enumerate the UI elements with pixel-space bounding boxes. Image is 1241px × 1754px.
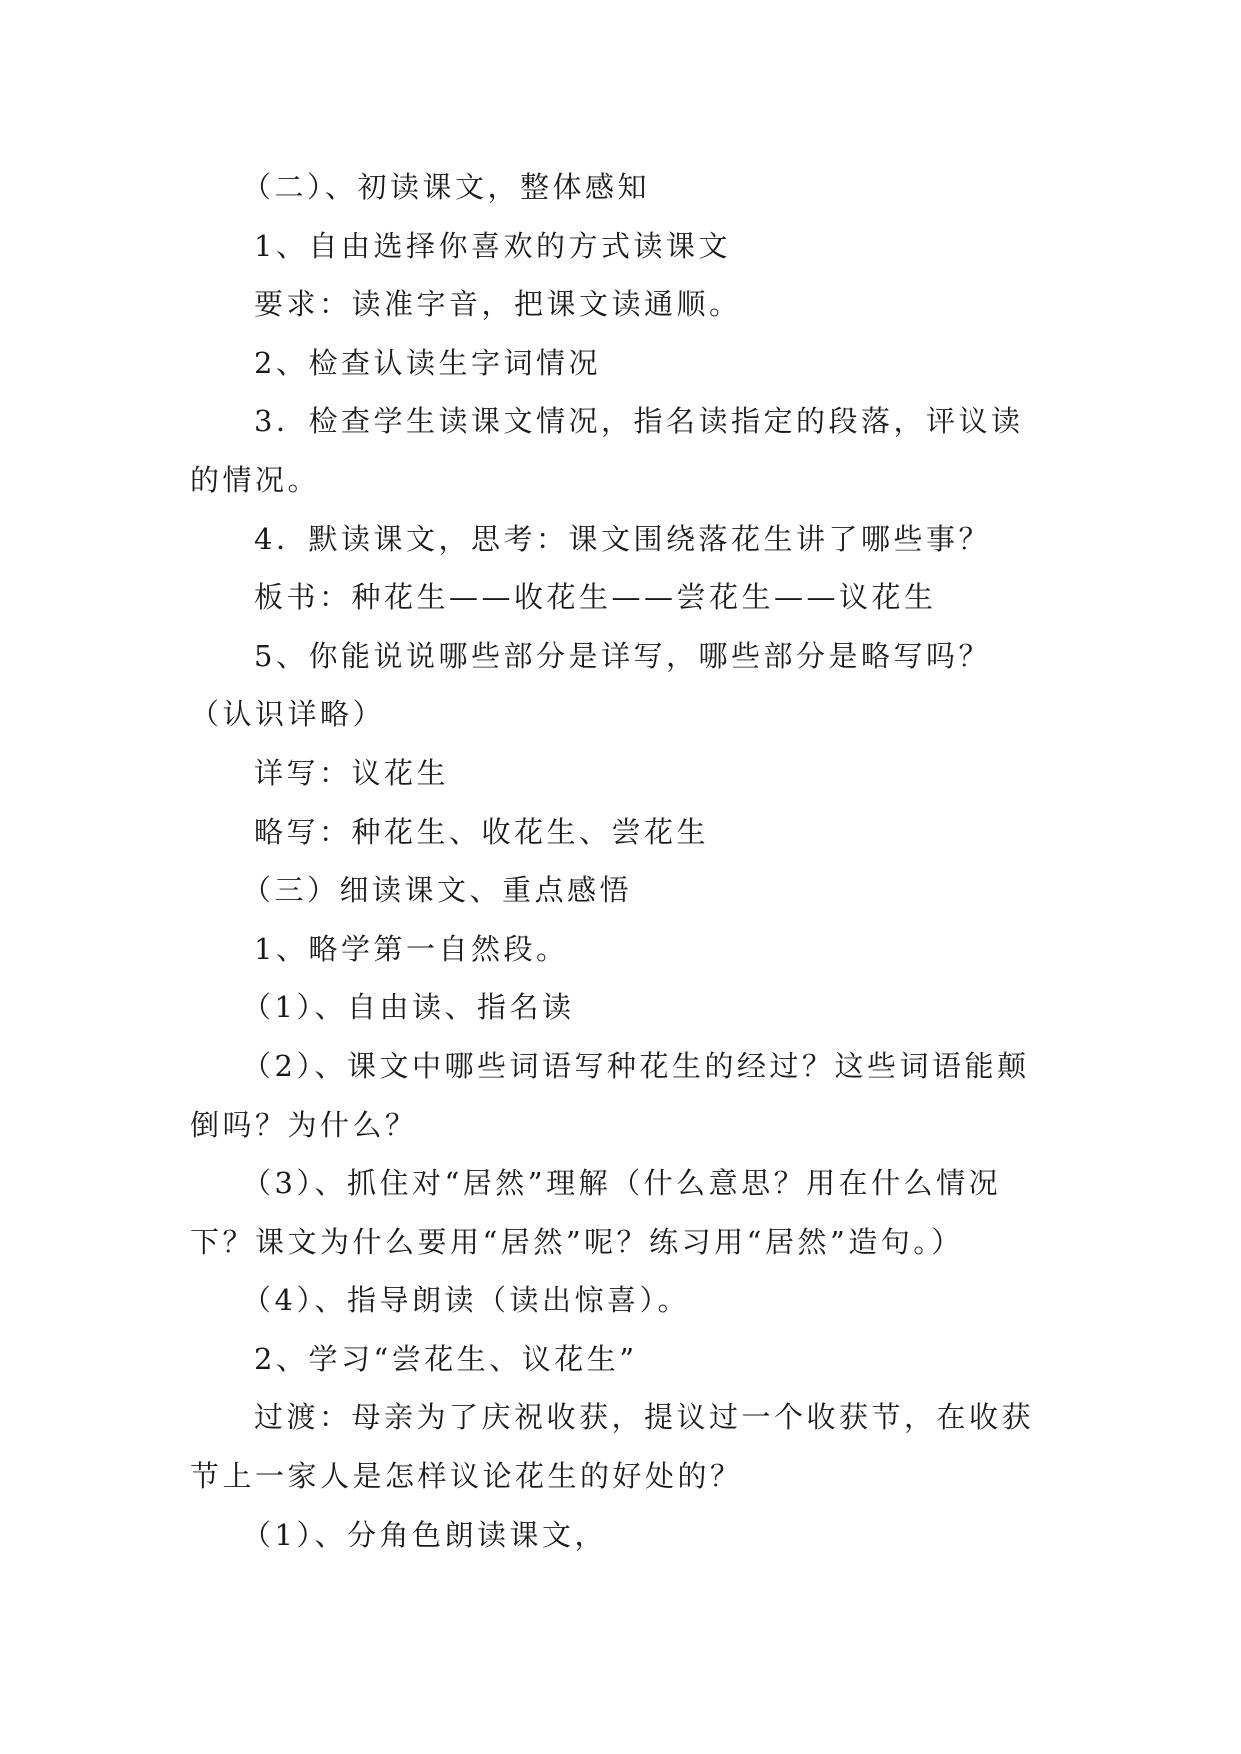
paragraph: 详写：议花生: [254, 755, 450, 790]
paragraph: （2）、课文中哪些词语写种花生的经过？这些词语能颠倒吗？为什么？: [190, 1048, 1030, 1142]
paragraph: 4．默读课文，思考：课文围绕落花生讲了哪些事？: [254, 521, 991, 556]
paragraph: （1）、自由读、指名读: [242, 990, 575, 1025]
paragraph: （4）、指导朗读（读出惊喜）。: [242, 1283, 690, 1318]
paragraph: （1）、分角色朗读课文，: [242, 1517, 607, 1552]
paragraph: 3．检查学生读课文情况，指名读指定的段落，评议读的情况。: [190, 404, 1024, 497]
paragraph: 5、你能说说哪些部分是详写，哪些部分是略写吗？（认识详略）: [190, 638, 991, 732]
paragraph: 1、自由选择你喜欢的方式读课文: [254, 228, 731, 263]
section-heading: （三）细读课文、重点感悟: [242, 873, 633, 908]
paragraph: 2、学习“尝花生、议花生”: [254, 1341, 638, 1376]
paragraph: 略写：种花生、收花生、尝花生: [254, 814, 710, 849]
paragraph: 板书：种花生——收花生——尝花生——议花生: [254, 580, 937, 615]
section-heading: （二）、初读课文，整体感知: [242, 170, 651, 204]
paragraph: 过渡：母亲为了庆祝收获，提议过一个收获节，在收获节上一家人是怎样议论花生的好处的？: [190, 1400, 1035, 1494]
paragraph: （3）、抓住对“居然”理解（什么意思？用在什么情况下？课文为什么要用“居然”呢？练习用“居然”造句。）: [190, 1166, 1002, 1259]
document-body: [190, 158, 1052, 1564]
paragraph: 1、略学第一自然段。: [254, 931, 569, 966]
paragraph: 要求：读准字音，把课文读通顺。: [254, 287, 742, 322]
paragraph: 2、检查认读生字词情况: [254, 345, 601, 380]
